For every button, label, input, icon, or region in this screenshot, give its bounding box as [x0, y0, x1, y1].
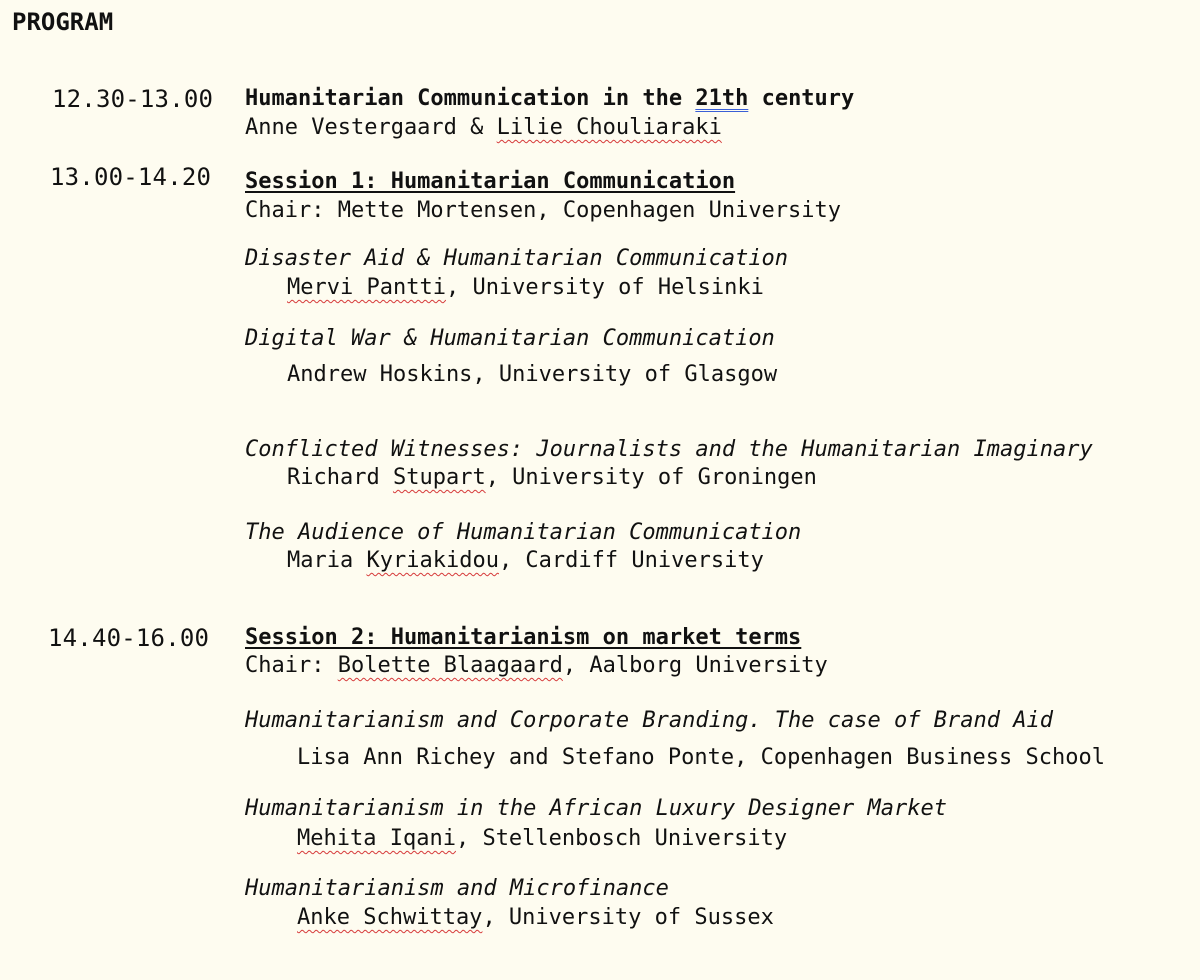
- talk-title: Humanitarianism in the African Luxury Designer Market: [245, 796, 947, 821]
- spellcheck-flagged-name: Bolette Blaagaard: [337, 653, 563, 678]
- time-slot-3: 14.40-16.00: [48, 624, 210, 652]
- speaker-first-name: Richard: [287, 465, 393, 490]
- talk-speaker: [287, 277, 764, 299]
- keynote-speakers: [245, 117, 722, 139]
- keynote-title-text: Humanitarian Communication in the: [245, 86, 696, 111]
- talk-speaker: Lisa Ann Richey and Stefano Ponte, Copenhagen Business School: [297, 745, 1105, 770]
- speaker-affiliation: , University of Helsinki: [445, 275, 764, 300]
- session-2-title: Session 2: Humanitarianism on market terms: [245, 625, 802, 650]
- chair-label: Chair:: [245, 653, 338, 678]
- spellcheck-flagged-name: Stupart: [392, 465, 486, 490]
- speaker-affiliation: , Stellenbosch University: [455, 826, 788, 851]
- session-1-title: Session 1: Humanitarian Communication: [245, 169, 736, 194]
- talk-speaker: Andrew Hoskins, University of Glasgow: [287, 362, 778, 387]
- talk-title: Disaster Aid & Humanitarian Communication: [245, 246, 789, 271]
- spellcheck-flagged-name: Mervi Pantti: [287, 275, 446, 300]
- talk-title: The Audience of Humanitarian Communication: [245, 520, 802, 545]
- talk-speaker: [287, 467, 817, 489]
- speaker-affiliation: , Cardiff University: [498, 548, 764, 573]
- keynote-title: [245, 88, 854, 110]
- grammar-flagged-word: 21th: [695, 86, 749, 111]
- talk-speaker: [297, 828, 787, 850]
- chair-affiliation: , Aalborg University: [562, 653, 828, 678]
- speaker-affiliation: , University of Groningen: [485, 465, 817, 490]
- session-1-chair: Chair: Mette Mortensen, Copenhagen University: [245, 198, 842, 223]
- spellcheck-flagged-name: Anke Schwittay: [297, 905, 483, 930]
- spellcheck-flagged-name: Lilie Chouliaraki: [496, 115, 722, 140]
- speaker-affiliation: , University of Sussex: [482, 905, 774, 930]
- session-2-chair: [245, 655, 828, 677]
- talk-title: Digital War & Humanitarian Communication: [245, 326, 775, 351]
- speaker-first-name: Maria: [287, 548, 367, 573]
- time-slot-2: 13.00-14.20: [50, 163, 212, 191]
- talk-title: Humanitarianism and Corporate Branding. The case of Brand Aid: [245, 708, 1053, 733]
- talk-speaker: [287, 550, 764, 572]
- time-slot-1: 12.30-13.00: [52, 85, 214, 113]
- talk-title: Conflicted Witnesses: Journalists and the Humanitarian Imaginary: [245, 437, 1093, 462]
- talk-title: Humanitarianism and Microfinance: [245, 876, 669, 901]
- spellcheck-flagged-name: Kyriakidou: [366, 548, 499, 573]
- talk-speaker: [297, 907, 774, 929]
- spellcheck-flagged-name: Mehita Iqani: [297, 826, 456, 851]
- page-title: PROGRAM: [12, 8, 114, 36]
- keynote-title-end: century: [748, 86, 855, 111]
- speaker-text: Anne Vestergaard &: [245, 115, 497, 140]
